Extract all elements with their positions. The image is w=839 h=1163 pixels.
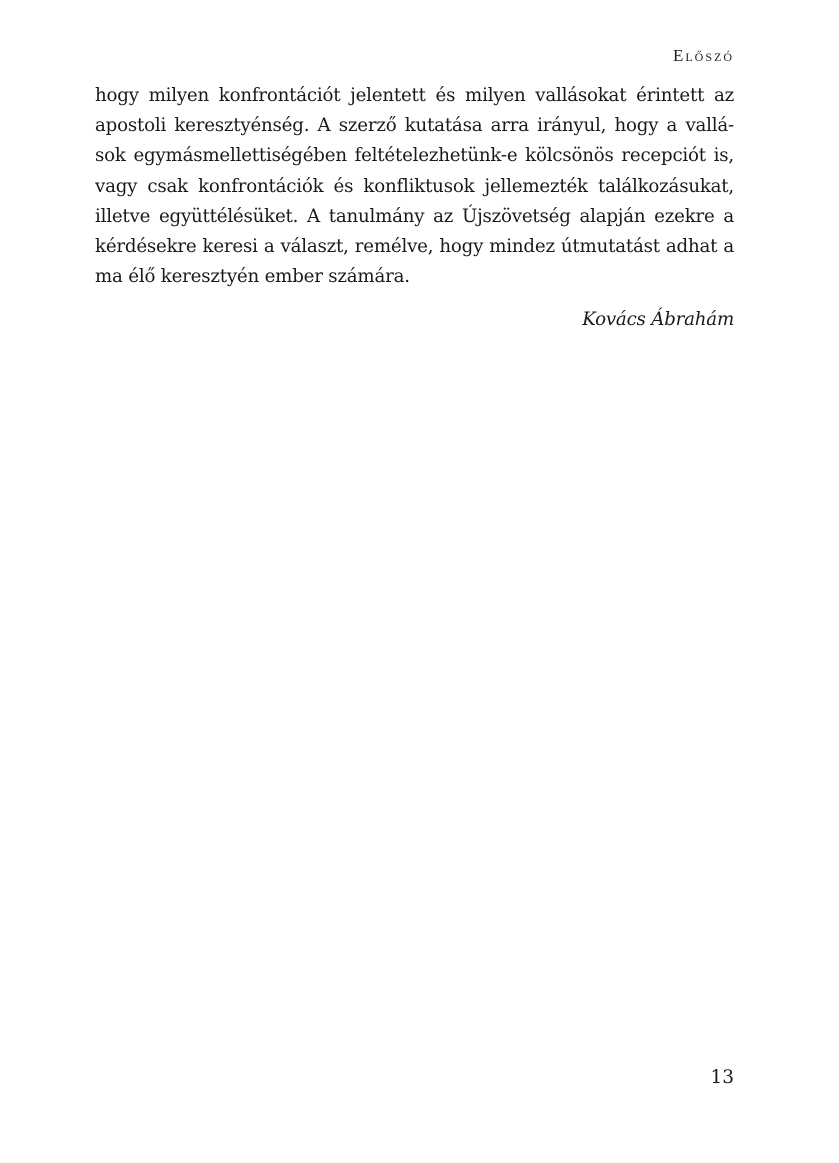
paragraph-line: sok egymásmellettiségében feltételezhetünk-e kölcsönös recepciót is, (95, 145, 734, 167)
paragraph-line: apostoli keresztyénség. A szerző kutatása arra irányul, hogy a vallá- (95, 115, 734, 137)
paragraph-line: vagy csak konfrontációk és konfliktusok jellemezték találkozásukat, (95, 175, 734, 197)
paragraph-line: kérdésekre keresi a választ, remélve, hogy mindez útmutatást adhat a (95, 236, 734, 258)
running-header-title: Előszó (672, 46, 734, 65)
paragraph-line: hogy milyen konfrontációt jelentett és milyen vallásokat érintett az (95, 85, 734, 106)
page-number: 13 (710, 1067, 734, 1088)
body-paragraph (95, 81, 734, 292)
paragraph-line: ma élő keresztyén ember számára. (95, 266, 410, 288)
paragraph-line: illetve együttélésüket. A tanulmány az Újszövetség alapján ezekre a (95, 205, 734, 227)
author-signature: Kovács Ábrahám (582, 309, 734, 330)
